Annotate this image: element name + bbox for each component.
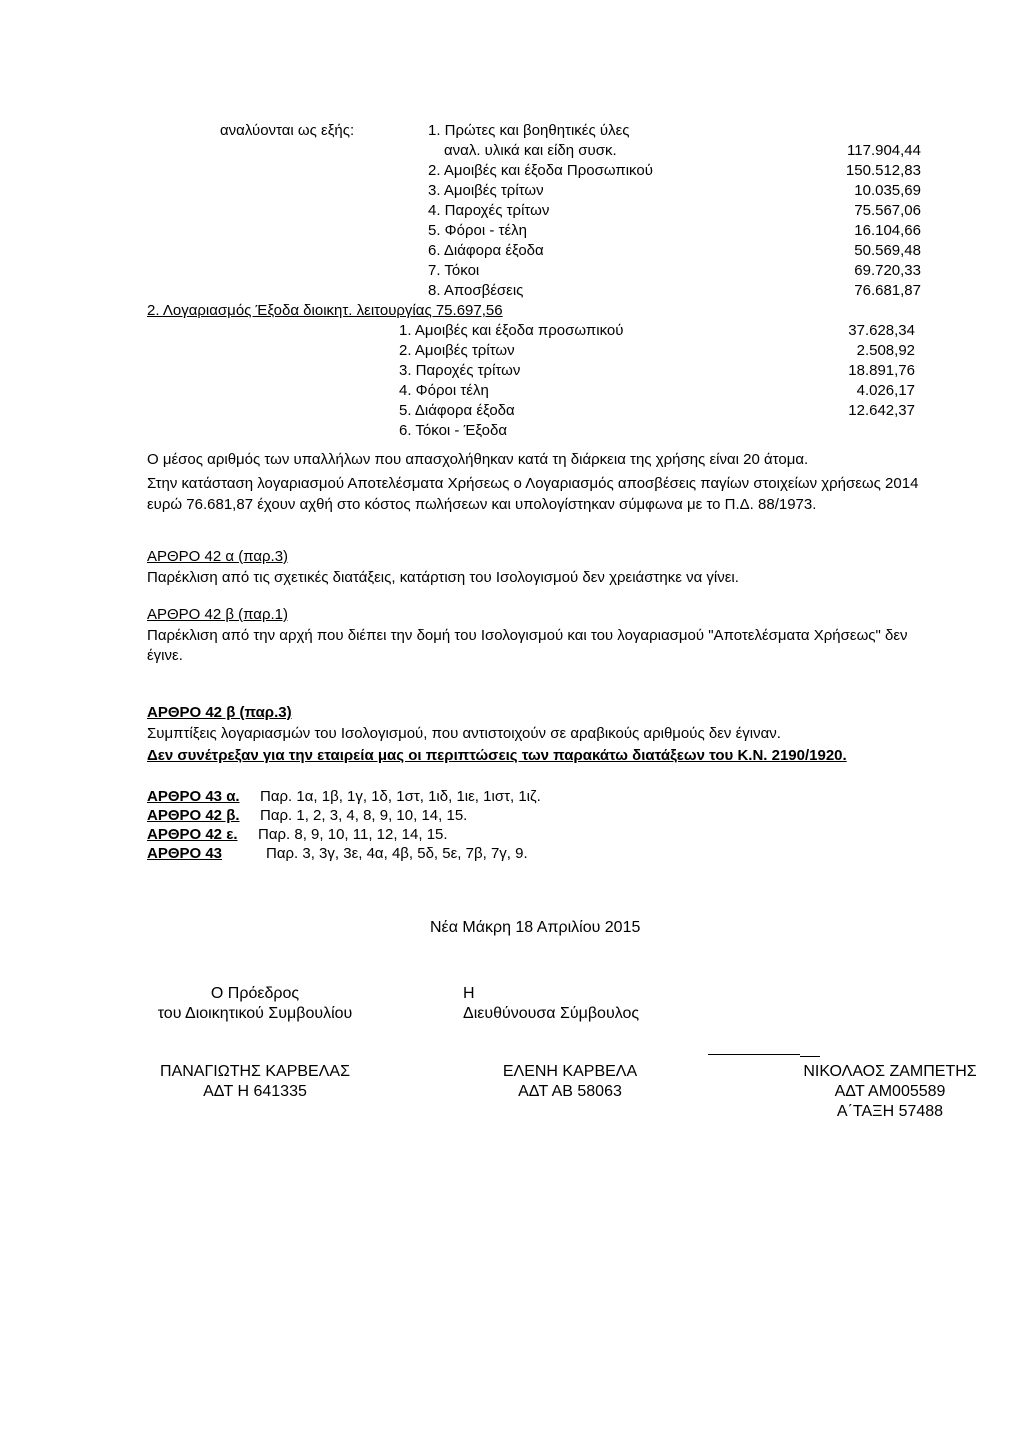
signatory-role-line1: Ο Πρόεδρος (210, 985, 300, 1002)
list-item-value: 16.104,66 (854, 222, 921, 239)
list-item-value: 69.720,33 (854, 262, 921, 279)
list-item-value: 150.512,83 (845, 162, 921, 179)
provision-article: ΑΡΘΡΟ 43 (147, 845, 223, 862)
article-42a-heading: ΑΡΘΡΟ 42 α (παρ.3) (147, 548, 289, 565)
list-item-label: 4. Παροχές τρίτων (428, 202, 550, 219)
signature-line (708, 1054, 800, 1055)
signatory-id: ΑΔΤ ΑΒ 58063 (518, 1083, 622, 1100)
article-42b3-heading: ΑΡΘΡΟ 42 β (παρ.3) (147, 704, 292, 721)
provision-paras: Παρ. 1α, 1β, 1γ, 1δ, 1στ, 1ιδ, 1ιε, 1ιστ, 1ιζ. (260, 788, 541, 805)
list-item-value: 50.569,48 (854, 242, 921, 259)
signatory-id: ΑΔΤ Η 641335 (203, 1083, 307, 1100)
list-item-value: 2.508,92 (856, 342, 915, 359)
list-item-label: 5. Φόροι - τέλη (428, 222, 527, 239)
list-item-label: 1. Αμοιβές και έξοδα προσωπικού (399, 322, 624, 339)
signatory-role-line2: του Διοικητικού Συμβουλίου (157, 1005, 353, 1022)
list-item-label: αναλ. υλικά και είδη συσκ. (444, 142, 617, 159)
article-42b1-heading: ΑΡΘΡΟ 42 β (παρ.1) (147, 606, 289, 623)
signatory-role-line2: Διευθύνουσα Σύμβουλος (463, 1005, 640, 1022)
list-item-label: 3. Παροχές τρίτων (399, 362, 521, 379)
list-item-value: 76.681,87 (854, 282, 921, 299)
provision-article: ΑΡΘΡΟ 43 α. (147, 788, 240, 805)
list-item-value: 4.026,17 (856, 382, 915, 399)
list-item-label: 6. Τόκοι - Έξοδα (399, 422, 508, 439)
signatory-name: ΠΑΝΑΓΙΩΤΗΣ ΚΑΡΒΕΛΑΣ (160, 1063, 350, 1080)
list-item-value: 37.628,34 (848, 322, 915, 339)
list-item-label: 6. Διάφορα έξοδα (428, 242, 544, 259)
signature-line (800, 1056, 820, 1057)
list-item-label: 5. Διάφορα έξοδα (399, 402, 515, 419)
list-item-label: 1. Πρώτες και βοηθητικές ύλες (428, 122, 630, 139)
list-item-value: 117.904,44 (847, 142, 921, 159)
signatory-role-line1: Η (463, 985, 475, 1002)
provision-paras: Παρ. 8, 9, 10, 11, 12, 14, 15. (258, 826, 448, 843)
place-date: Νέα Μάκρη 18 Απριλίου 2015 (430, 919, 641, 936)
list-item-value: 10.035,69 (854, 182, 921, 199)
list-item-value: 18.891,76 (848, 362, 915, 379)
provision-paras: Παρ. 3, 3γ, 3ε, 4α, 4β, 5δ, 5ε, 7β, 7γ, 9. (266, 845, 528, 862)
section-heading: 2. Λογαριασμός Έξοδα διοικητ. λειτουργίας 75.697,56 (147, 302, 503, 319)
article-42b3-text: Συμπτίξεις λογαριασμών του Ισολογισμού, που αντιστοιχούν σε αραβικούς αριθμούς δεν έγιναν. (147, 725, 781, 742)
list-item-label: 4. Φόροι τέλη (399, 382, 489, 399)
provision-article: ΑΡΘΡΟ 42 β. (147, 807, 240, 824)
not-applicable-paragraph: Δεν συνέτρεξαν για την εταιρεία μας οι περιπτώσεις των παρακάτω διατάξεων του Κ.Ν. 2190/1920. (147, 747, 847, 764)
list-item-value: 75.567,06 (854, 202, 921, 219)
list-item-label: 2. Αμοιβές τρίτων (399, 342, 515, 359)
article-42b1-text: Παρέκλιση από την αρχή που διέπει την δομή του Ισολογισμού και του λογαριασμού "Αποτελέσματα Χρήσεως" δεν έγινε. (147, 627, 908, 664)
list-item-label: 2. Αμοιβές και έξοδα Προσωπικού (428, 162, 653, 179)
list-item-label: 7. Τόκοι (428, 262, 480, 279)
signatory-name: ΝΙΚΟΛΑΟΣ ΖΑΜΠΕΤΗΣ (803, 1063, 977, 1080)
signatory-id: ΑΔΤ ΑΜ005589 (834, 1083, 946, 1100)
breakdown-intro: αναλύονται ως εξής: (220, 122, 355, 139)
depreciation-paragraph: Στην κατάσταση λογαριασμού Αποτελέσματα Χρήσεως ο Λογαριασμός αποσβέσεις παγίων στοιχείων χρήσεως 2014 ευρώ 76.681,87 έχουν αχθή στο κόστος πωλήσεων και υπολογίστηκαν σύμφωνα με το Π.Δ. 88/1973. (147, 475, 919, 513)
signatory-license: Α΄ΤΑΞΗ 57488 (836, 1103, 944, 1120)
employees-paragraph: Ο μέσος αριθμός των υπαλλήλων που απασχολήθηκαν κατά τη διάρκεια της χρήσης είναι 20 άτομα. (147, 451, 809, 468)
provision-paras: Παρ. 1, 2, 3, 4, 8, 9, 10, 14, 15. (260, 807, 468, 824)
provision-article: ΑΡΘΡΟ 42 ε. (147, 826, 238, 843)
list-item-label: 8. Αποσβέσεις (428, 282, 524, 299)
signatory-name: ΕΛΕΝΗ ΚΑΡΒΕΛΑ (502, 1063, 638, 1080)
list-item-value: 12.642,37 (848, 402, 915, 419)
article-42a-text: Παρέκλιση από τις σχετικές διατάξεις, κατάρτιση του Ισολογισμού δεν χρειάστηκε να γίνει. (147, 569, 739, 586)
list-item-label: 3. Αμοιβές τρίτων (428, 182, 544, 199)
